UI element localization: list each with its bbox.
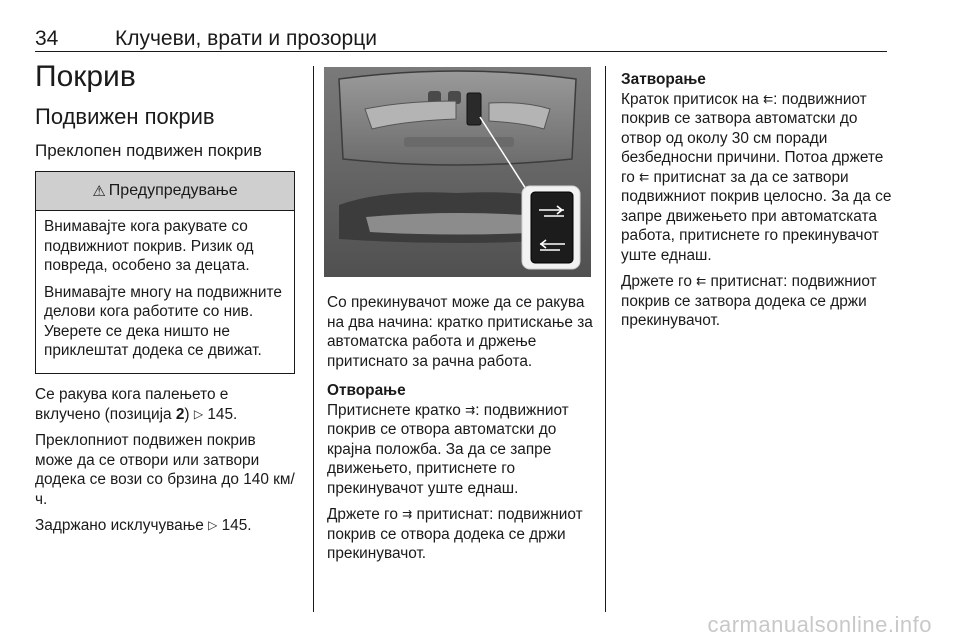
paragraph-open-short: Притиснете кратко ⇉: подвижниот покрив се отвора автоматски до крајна положба. За да се запре движењето, притиснете го прекинувачот уште еднаш. bbox=[327, 401, 569, 497]
section-heading: Покрив bbox=[35, 60, 136, 93]
switch-illustration bbox=[324, 67, 591, 277]
warning-header bbox=[36, 172, 294, 211]
reference-arrow-icon: ▷ bbox=[208, 518, 218, 532]
paragraph-close-short: Краток притисок на ⇇: подвижниот покрив се затвора автоматски до отвор од околу 30 см поради безбедносни причини. Потоа држете го ⇇ притиснат за да се затвори подвижниот покрив целосно. За да се запре движењето при автоматската работа, притиснете го прекинувачот уште еднаш. bbox=[621, 90, 892, 264]
roof-close-icon: ⇇ bbox=[696, 274, 707, 288]
warning-box bbox=[35, 171, 295, 374]
column-2-text bbox=[327, 293, 599, 571]
warning-paragraph-1: Внимавајте кога ракувате со подвижниот покрив. Ризик од повреда, особено за децата. bbox=[44, 218, 254, 274]
roof-close-icon: ⇇ bbox=[763, 91, 774, 106]
reference-arrow-icon: ▷ bbox=[193, 406, 204, 421]
column-1-text bbox=[35, 385, 297, 543]
roof-open-icon: ⇉ bbox=[402, 507, 413, 521]
roof-close-icon: ⇇ bbox=[639, 169, 650, 184]
paragraph-retained-power: Задржано исклучување ▷ 145. bbox=[35, 517, 252, 534]
paragraph-ignition: Се ракува кога палењето е вклучено (позиција 2) ▷ 145. bbox=[35, 386, 238, 423]
column-divider-2 bbox=[605, 66, 606, 612]
warning-paragraph-2: Внимавајте многу на подвижните делови кога работите со нив. Уверете се дека ништо не приклештат додека се движат. bbox=[44, 283, 282, 359]
chapter-title: Клучеви, врати и прозорци bbox=[115, 27, 377, 50]
warning-body bbox=[36, 211, 294, 361]
warning-title: Предупредување bbox=[108, 182, 238, 199]
subsection-heading-2: Преклопен подвижен покрив bbox=[35, 141, 262, 160]
opening-heading: Отворање bbox=[327, 382, 406, 399]
column-3-text bbox=[621, 70, 893, 338]
paragraph-open-hold: Држете го ⇉ притиснат: подвижниот покрив се отвора додека се држи прекинувачот. bbox=[327, 506, 583, 562]
column-divider-1 bbox=[313, 66, 314, 612]
header-rule bbox=[35, 51, 887, 52]
overhead-console-image bbox=[324, 67, 591, 277]
subsection-heading: Подвижен покрив bbox=[35, 104, 215, 129]
closing-heading: Затворање bbox=[621, 71, 706, 88]
paragraph-operation: Со прекинувачот може да се ракува на два начина: кратко притискање за автоматска работа и држење притиснато за рачна работа. bbox=[327, 294, 593, 370]
paragraph-speed: Преклопниот подвижен покрив може да се отвори или затвори додека се вози со брзина до 140 км/ч. bbox=[35, 432, 295, 508]
watermark: carmanualsonline.info bbox=[707, 612, 932, 637]
paragraph-close-hold: Држете го ⇇ притиснат: подвижниот покрив се затвора додека се држи прекинувачот. bbox=[621, 273, 877, 329]
warning-triangle-icon: ⚠ bbox=[92, 183, 106, 200]
page-number: 34 bbox=[35, 27, 59, 50]
roof-open-icon: ⇉ bbox=[465, 402, 476, 417]
